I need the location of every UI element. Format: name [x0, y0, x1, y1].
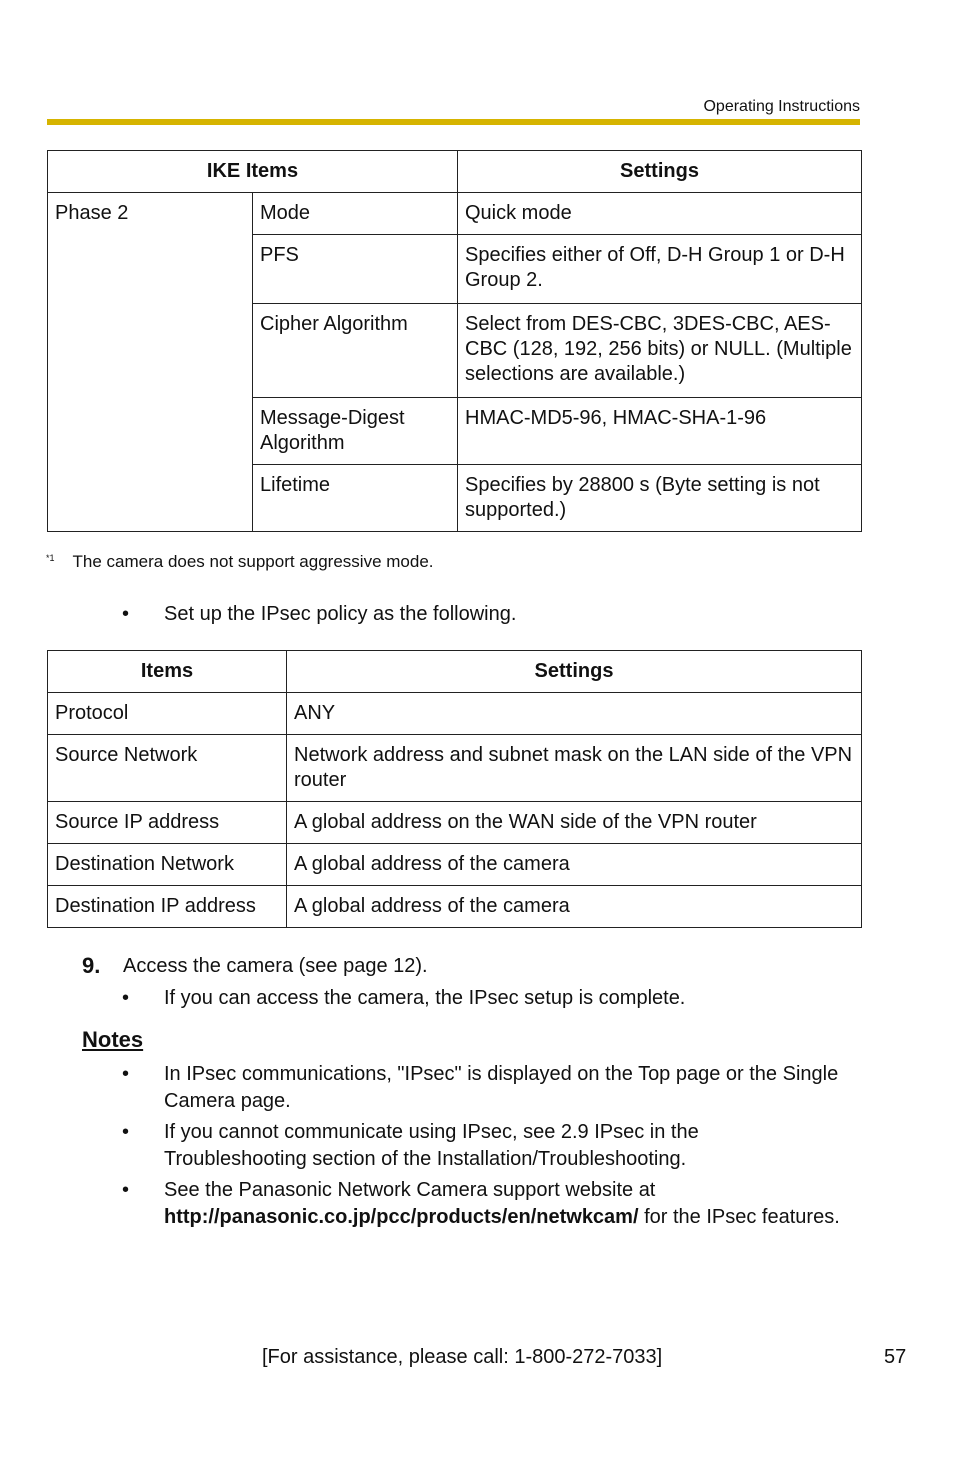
ike-item: Message-Digest Algorithm [253, 398, 458, 465]
page-number: 57 [884, 1346, 907, 1368]
ipsec-setting: A global address of the camera [287, 844, 862, 886]
table-row [48, 844, 862, 886]
ipsec-setting: Network address and subnet mask on the LAN side of the VPN router [287, 735, 862, 802]
ipsec-setting: A global address on the WAN side of the VPN router [287, 802, 862, 844]
settings-header: Settings [287, 651, 862, 693]
items-header: Items [48, 651, 287, 693]
table-row [48, 735, 862, 802]
bullet-icon: • [122, 1179, 130, 1201]
ike-setting: Specifies either of Off, D-H Group 1 or D-H Group 2. [458, 235, 862, 304]
ipsec-item: Destination IP address [48, 886, 287, 928]
notes-heading: Notes [82, 1027, 144, 1052]
ipsec-item: Destination Network [48, 844, 287, 886]
note-text: In IPsec communications, "IPsec" is displayed on the Top page or the Single Camera page. [164, 1063, 839, 1112]
ike-setting: Specifies by 28800 s (Byte setting is not supported.) [458, 465, 862, 532]
footnote-mark: *1 [46, 553, 55, 563]
note-suffix: for the IPsec features. [644, 1206, 840, 1228]
ike-items-header: IKE Items [48, 151, 458, 193]
table-row [48, 693, 862, 735]
bullet-icon: • [122, 1121, 130, 1143]
ike-item: PFS [253, 235, 458, 304]
ike-item: Mode [253, 193, 458, 235]
assistance-text: [For assistance, please call: 1-800-272-7033] [262, 1346, 663, 1368]
ipsec-policy-table [47, 650, 862, 928]
ipsec-item: Source Network [48, 735, 287, 802]
ike-setting: HMAC-MD5-96, HMAC-SHA-1-96 [458, 398, 862, 465]
ipsec-setting: ANY [287, 693, 862, 735]
ipsec-item: Source IP address [48, 802, 287, 844]
note-text: If you cannot communicate using IPsec, see 2.9 IPsec in the Troubleshooting section of the Installation/Troubleshooting. [164, 1121, 699, 1170]
step-number: 9. [82, 953, 101, 978]
ipsec-setting: A global address of the camera [287, 886, 862, 928]
table-row [48, 193, 862, 235]
table-row [48, 802, 862, 844]
ike-items-table [47, 150, 862, 532]
header-rule [47, 119, 860, 125]
bullet-icon: • [122, 1063, 130, 1085]
ike-item: Cipher Algorithm [253, 304, 458, 398]
footnote-text: The camera does not support aggressive mode. [72, 552, 434, 571]
ike-item: Lifetime [253, 465, 458, 532]
note-text [164, 1177, 844, 1231]
ike-setting: Quick mode [458, 193, 862, 235]
bullet-icon: • [122, 987, 130, 1009]
bullet-text: Set up the IPsec policy as the following. [164, 603, 517, 625]
support-website-link[interactable]: http://panasonic.co.jp/pcc/products/en/netwkcam/ [164, 1206, 639, 1228]
step-text: Access the camera (see page 12). [123, 955, 428, 977]
bullet-text: If you can access the camera, the IPsec setup is complete. [164, 987, 686, 1009]
note-prefix: See the Panasonic Network Camera support website at [164, 1179, 656, 1201]
ike-setting: Select from DES-CBC, 3DES-CBC, AES-CBC (128, 192, 256 bits) or NULL. (Multiple selections are available.) [458, 304, 862, 398]
bullet-icon: • [122, 603, 130, 625]
footnote [46, 552, 434, 572]
table-header-row [48, 651, 862, 693]
table-row [48, 886, 862, 928]
phase-label: Phase 2 [48, 193, 253, 532]
table-header-row [48, 151, 862, 193]
header-title: Operating Instructions [703, 98, 860, 115]
ipsec-item: Protocol [48, 693, 287, 735]
ike-settings-header: Settings [458, 151, 862, 193]
